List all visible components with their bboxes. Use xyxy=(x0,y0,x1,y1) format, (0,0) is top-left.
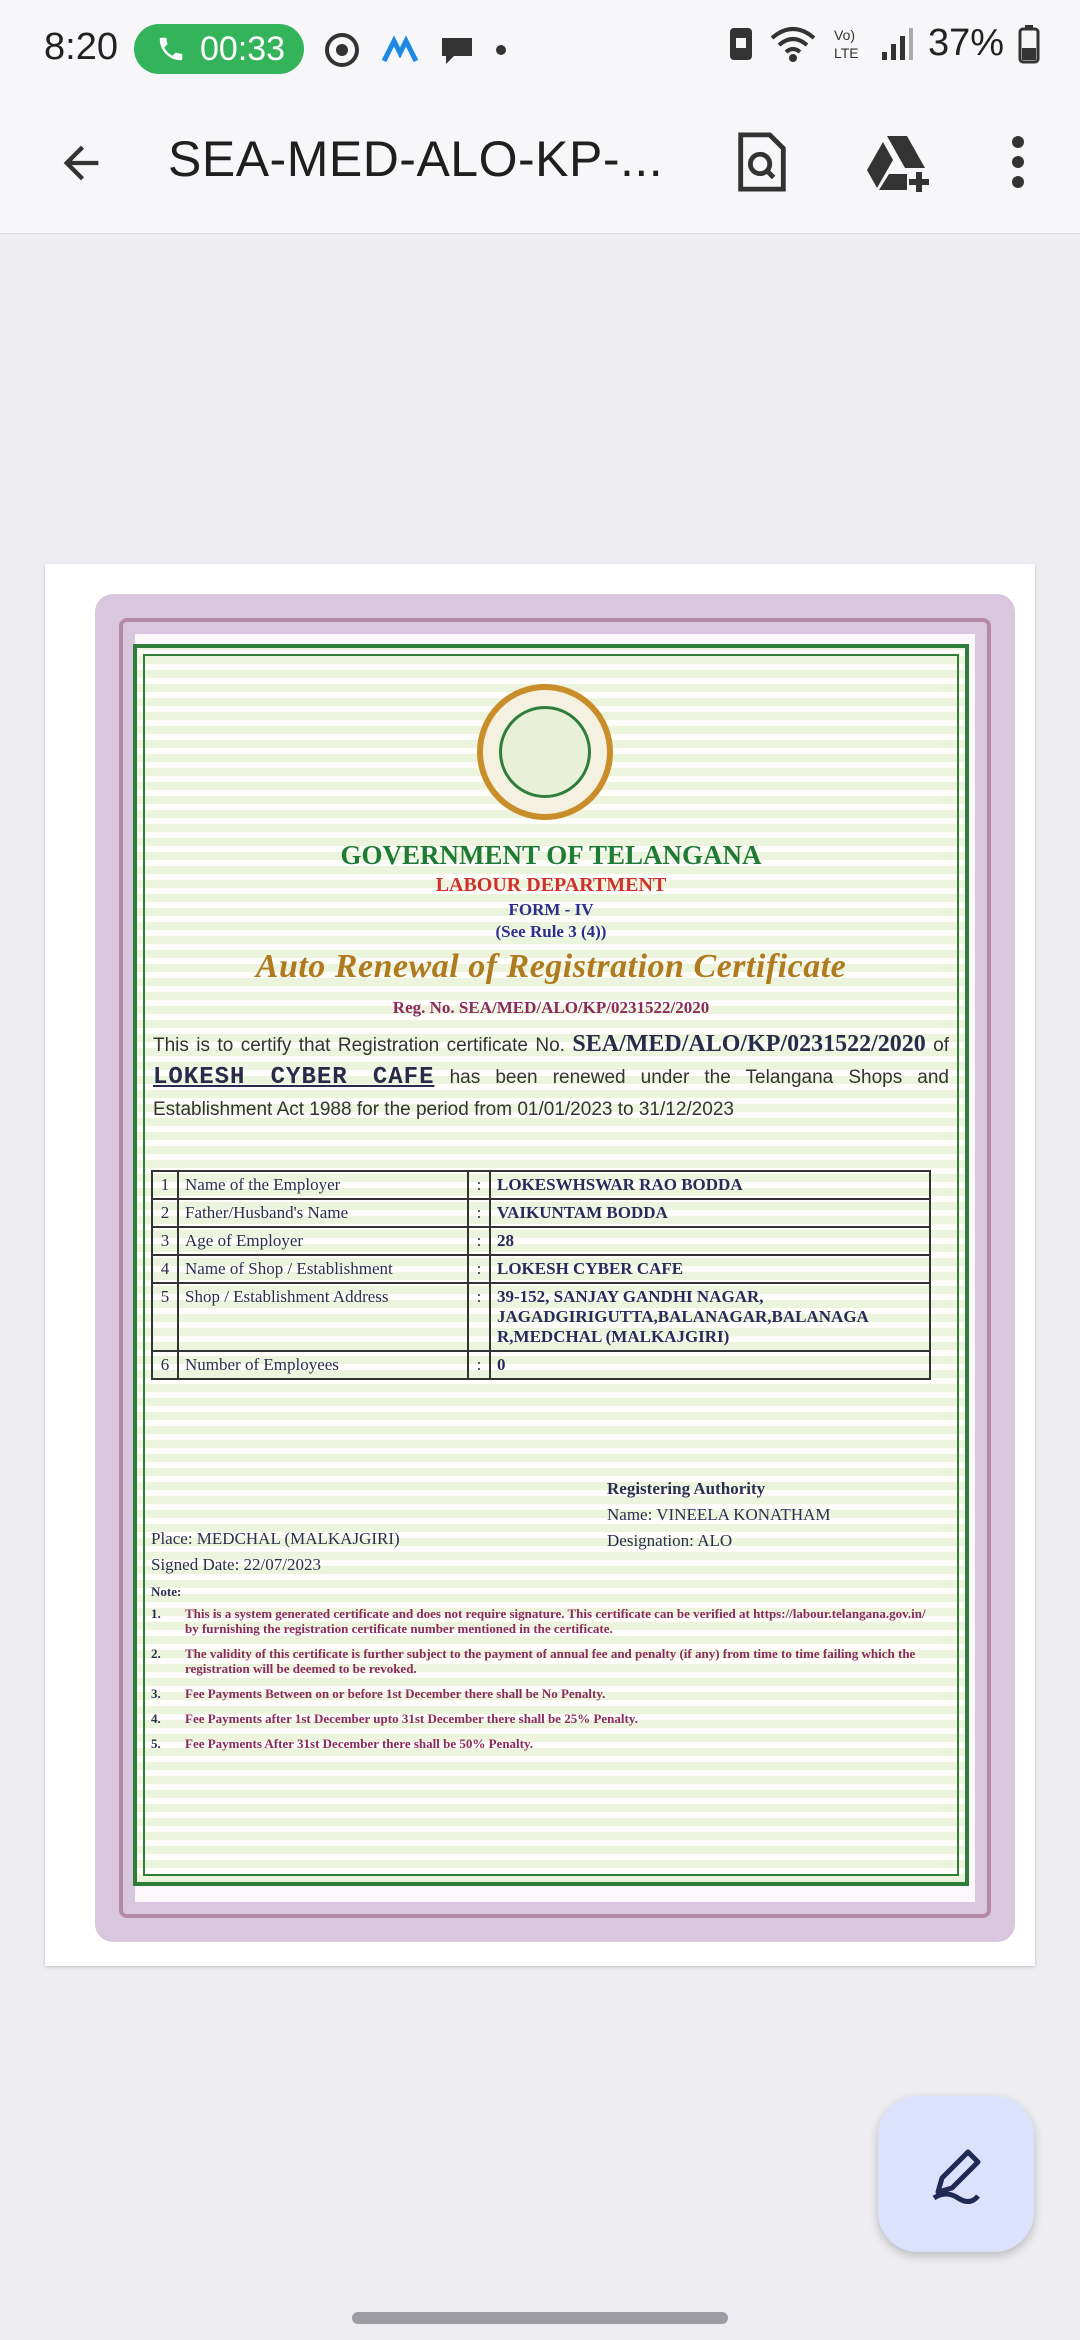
authority-heading: Registering Authority xyxy=(607,1479,766,1498)
certificate xyxy=(133,644,969,1886)
telangana-emblem xyxy=(477,684,613,820)
back-button[interactable] xyxy=(46,128,116,198)
row-num: 1 xyxy=(152,1171,178,1199)
row-colon: : xyxy=(468,1351,490,1379)
row-label: Shop / Establishment Address xyxy=(178,1283,468,1351)
row-label: Father/Husband's Name xyxy=(178,1199,468,1227)
note-text: This is a system generated certificate and does not require signature. This certificate can be verified at https://labour.telangana.gov.in/ by furnishing the registration certificate number mentioned in the certificate. xyxy=(185,1606,926,1636)
note-text: Fee Payments after 1st December upto 31st December there shall be 25% Penalty. xyxy=(185,1711,638,1726)
note-item xyxy=(151,1711,941,1726)
note-text: Fee Payments After 31st December there shall be 50% Penalty. xyxy=(185,1736,534,1751)
notes-list xyxy=(151,1606,941,1761)
note-item xyxy=(151,1606,941,1636)
note-number: 4. xyxy=(151,1711,161,1726)
call-timer: 00:33 xyxy=(200,29,286,68)
registration-number: SEA/MED/ALO/KP/0231522/2020 xyxy=(572,1031,926,1057)
table-row xyxy=(152,1255,930,1283)
row-value: 39-152, SANJAY GANDHI NAGAR, JAGADGIRIGUTTA,BALANAGAR,BALANAGA R,MEDCHAL (MALKAJGIRI) xyxy=(490,1283,930,1351)
row-value: 0 xyxy=(490,1351,930,1379)
battery-percent: 37% xyxy=(927,22,1004,64)
row-colon: : xyxy=(468,1255,490,1283)
note-number: 5. xyxy=(151,1736,161,1751)
table-row xyxy=(152,1351,930,1379)
phone-icon xyxy=(156,34,186,64)
row-colon: : xyxy=(468,1171,490,1199)
row-label: Number of Employees xyxy=(178,1351,468,1379)
authority-designation: Designation: ALO xyxy=(607,1531,733,1550)
place-and-date xyxy=(151,1526,400,1578)
row-num: 4 xyxy=(152,1255,178,1283)
row-num: 3 xyxy=(152,1227,178,1255)
app-icon xyxy=(380,35,420,65)
status-bar xyxy=(0,0,1080,100)
table-row xyxy=(152,1171,930,1199)
form-number: FORM - IV xyxy=(508,900,594,919)
registration-number-line: Reg. No. SEA/MED/ALO/KP/0231522/2020 xyxy=(392,998,710,1017)
back-arrow-icon xyxy=(55,137,107,189)
note-number: 1. xyxy=(151,1606,161,1621)
row-num: 6 xyxy=(152,1351,178,1379)
chat-icon xyxy=(438,32,476,68)
signal-icon xyxy=(880,26,914,62)
intro-text: This is to certify that Registration certificate No. xyxy=(153,1035,565,1056)
row-value: 28 xyxy=(490,1227,930,1255)
wifi-icon xyxy=(768,24,818,64)
row-label: Name of Shop / Establishment xyxy=(178,1255,468,1283)
authority-name: Name: VINEELA KONATHAM xyxy=(607,1505,831,1524)
svg-text:Vo): Vo) xyxy=(833,26,855,43)
row-value: LOKESWHSWAR RAO BODDA xyxy=(490,1171,930,1199)
dot-icon xyxy=(494,43,508,57)
row-colon: : xyxy=(468,1283,490,1351)
document-page[interactable] xyxy=(45,564,1035,1966)
status-time: 8:20 xyxy=(44,26,118,68)
certificate-body xyxy=(153,1028,949,1126)
table-row xyxy=(152,1227,930,1255)
row-colon: : xyxy=(468,1227,490,1255)
department-heading: LABOUR DEPARTMENT xyxy=(435,874,667,896)
volte-icon xyxy=(832,24,866,64)
place: Place: MEDCHAL (MALKAJGIRI) xyxy=(151,1529,400,1548)
row-value: VAIKUNTAM BODDA xyxy=(490,1199,930,1227)
table-row xyxy=(152,1199,930,1227)
sim-icon xyxy=(728,26,754,62)
employer-details-table xyxy=(151,1170,931,1380)
note-number: 3. xyxy=(151,1686,161,1701)
signed-date: Signed Date: 22/07/2023 xyxy=(151,1555,321,1574)
row-value: LOKESH CYBER CAFE xyxy=(490,1255,930,1283)
note-text: The validity of this certificate is further subject to the payment of annual fee and penalty (if any) from time to time failing which the registration will be deemed to be revoked. xyxy=(185,1646,916,1676)
of-word: of xyxy=(933,1035,950,1056)
note-item xyxy=(151,1646,941,1676)
row-num: 2 xyxy=(152,1199,178,1227)
note-number: 2. xyxy=(151,1646,161,1661)
renewal-text: has been renewed under the Telangana Shops and Establishment Act 1988 for the period from 01/01/2023 to 31/12/2023 xyxy=(153,1067,949,1120)
rule-reference: (See Rule 3 (4)) xyxy=(495,922,607,941)
save-to-drive-button[interactable] xyxy=(858,122,938,202)
more-vert-icon xyxy=(1008,134,1028,190)
svg-text:LTE: LTE xyxy=(833,44,859,61)
app-bar xyxy=(0,100,1080,234)
annotate-fab[interactable] xyxy=(878,2096,1034,2252)
certificate-heading: Auto Renewal of Registration Certificate xyxy=(255,948,847,985)
battery-icon xyxy=(1018,24,1040,64)
registering-authority xyxy=(607,1476,831,1554)
shop-name: LOKESH CYBER CAFE xyxy=(153,1064,435,1091)
note-item xyxy=(151,1686,941,1701)
note-item xyxy=(151,1736,941,1751)
find-in-document-button[interactable] xyxy=(722,122,802,202)
whatsapp-icon xyxy=(322,30,362,70)
drive-add-icon xyxy=(865,132,931,192)
table-row xyxy=(152,1283,930,1351)
government-heading: GOVERNMENT OF TELANGANA xyxy=(340,840,762,870)
more-options-button[interactable] xyxy=(978,122,1058,202)
row-colon: : xyxy=(468,1199,490,1227)
row-label: Age of Employer xyxy=(178,1227,468,1255)
ongoing-call-chip[interactable] xyxy=(134,24,304,74)
row-num: 5 xyxy=(152,1283,178,1351)
document-title: SEA-MED-ALO-KP-... xyxy=(168,131,664,187)
note-title: Note: xyxy=(151,1584,182,1599)
note-text: Fee Payments Between on or before 1st December there shall be No Penalty. xyxy=(185,1686,606,1701)
row-label: Name of the Employer xyxy=(178,1171,468,1199)
gesture-home-indicator[interactable] xyxy=(352,2312,728,2324)
doc-search-icon xyxy=(734,131,790,193)
edit-pen-icon xyxy=(926,2144,986,2204)
